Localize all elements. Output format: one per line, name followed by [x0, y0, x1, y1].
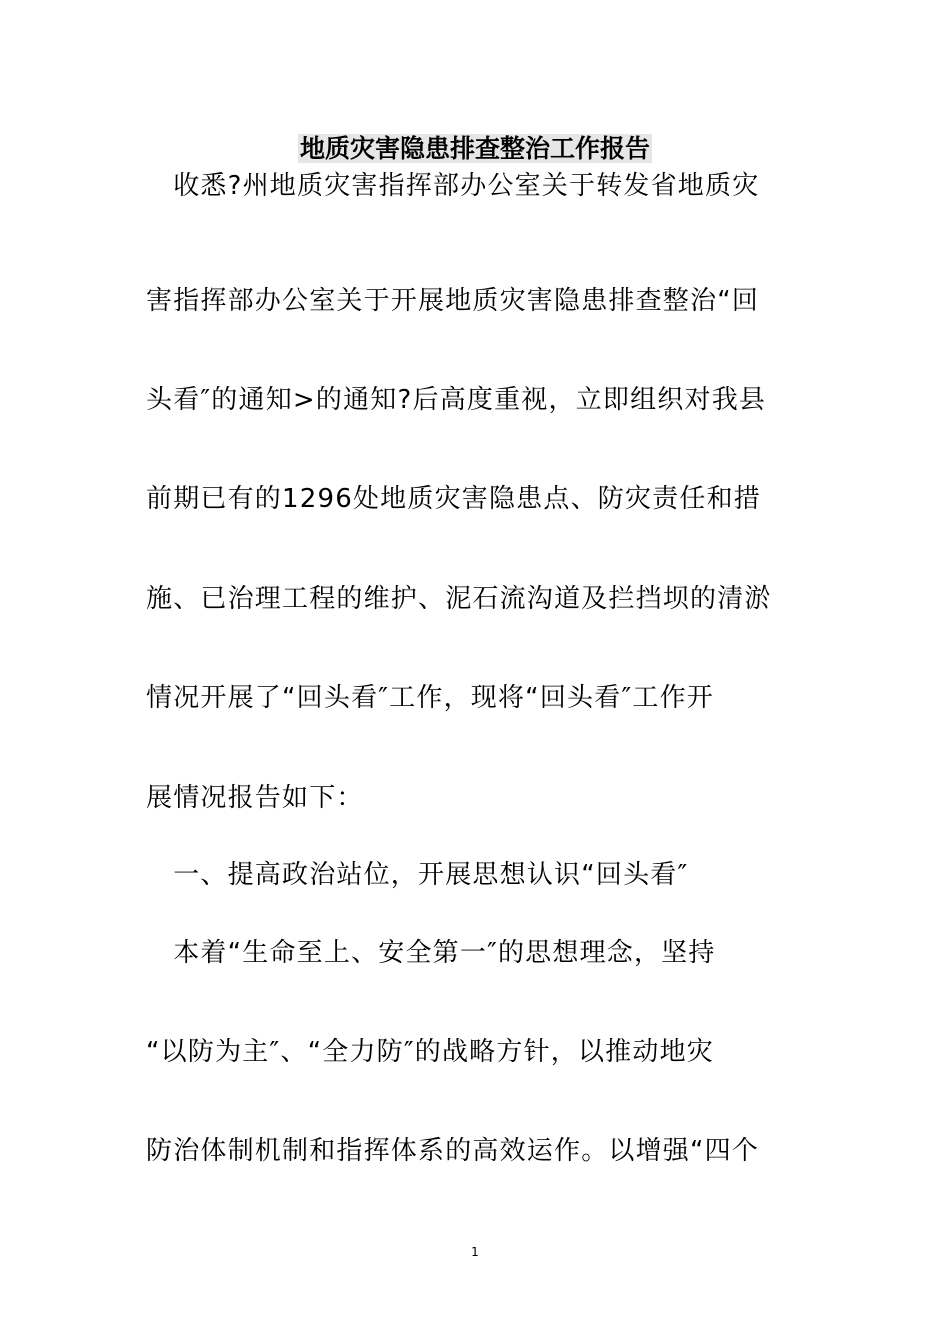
- page-number: 1: [471, 1245, 479, 1259]
- body-line: 防治体制机制和指挥体系的高效运作。以增强“四个: [146, 1136, 760, 1166]
- body-line: 害指挥部办公室关于开展地质灾害隐患排查整治“回: [146, 286, 760, 316]
- document-title: [0, 131, 950, 167]
- body-line: 施、已治理工程的维护、泥石流沟道及拦挡坝的清淤: [146, 584, 772, 614]
- body-line: 本着“生命至上、安全第一″的思想理念，坚持: [146, 938, 716, 968]
- body-line: 收悉?州地质灾害指挥部办公室关于转发省地质灾: [146, 171, 760, 201]
- body-line: 前期已有的1296处地质灾害隐患点、防灾责任和措: [146, 484, 761, 514]
- body-line: 展情况报告如下：: [146, 783, 364, 813]
- body-line: “以防为主″、“全力防″的战略方针，以推动地灾: [146, 1037, 714, 1067]
- body-line: 头看″的通知>的通知?后高度重视，立即组织对我县: [146, 385, 767, 415]
- section-heading: 一、提高政治站位，开展思想认识“回头看″: [146, 860, 689, 890]
- document-title-text: 地质灾害隐患排查整治工作报告: [299, 134, 650, 163]
- body-line: 情况开展了“回头看″工作，现将“回头看″工作开: [146, 683, 714, 713]
